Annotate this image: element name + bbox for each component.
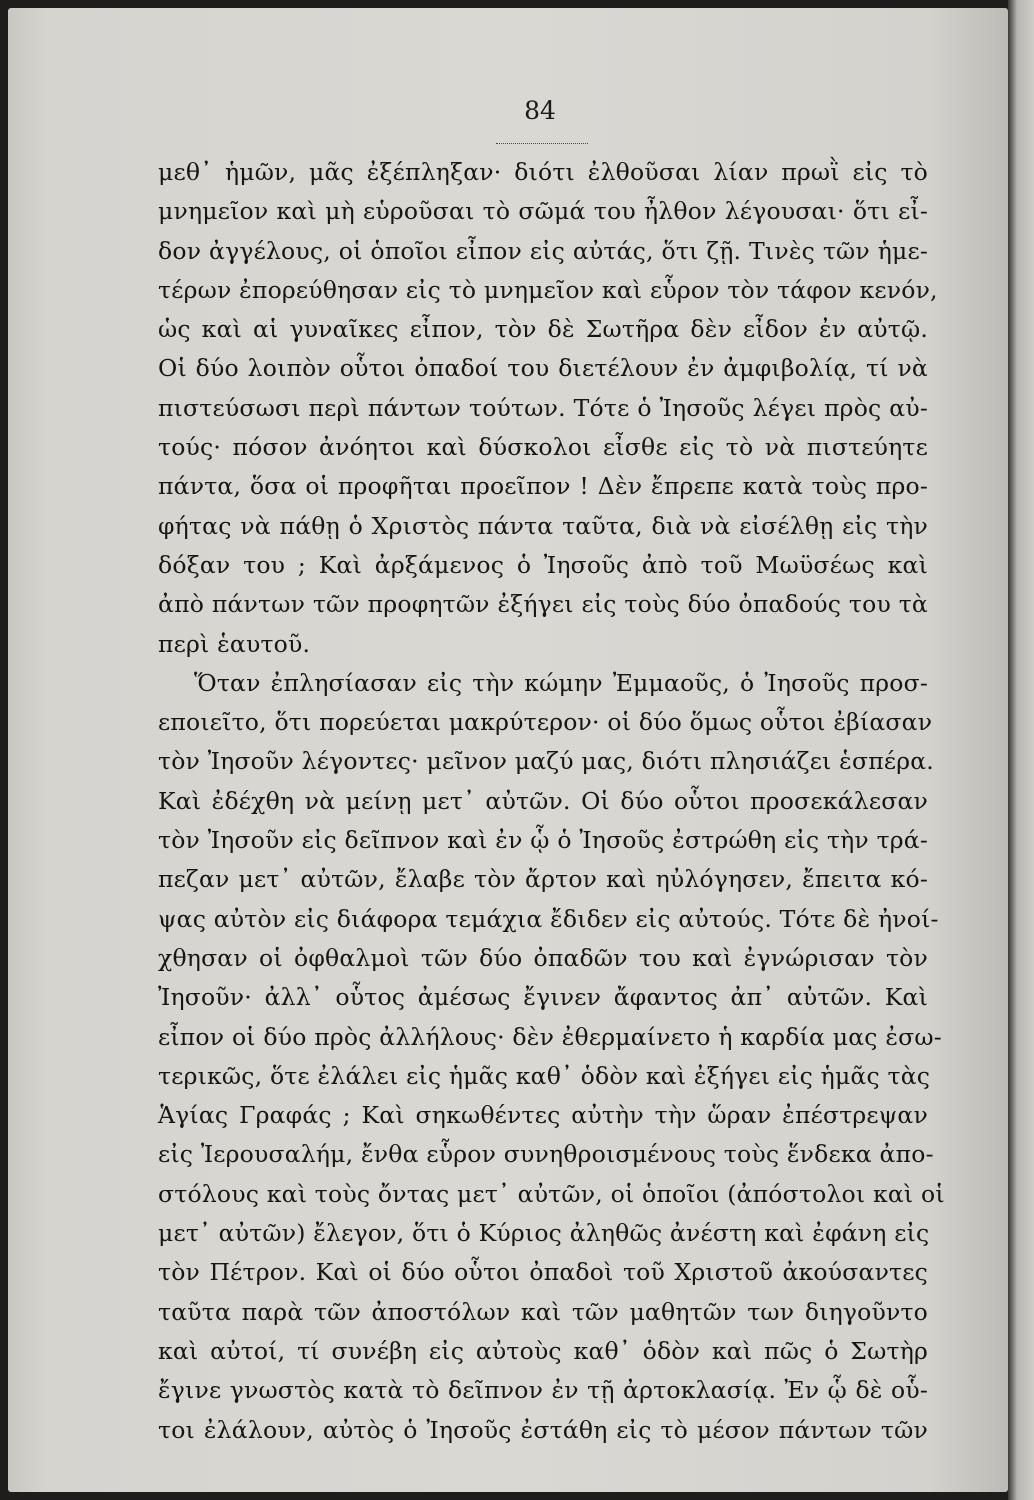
text-line: τὸν Ἰησοῦν λέγοντες· μεῖνον μαζύ μας, διότι πλησιάζει ἑσπέρα. [158, 747, 934, 776]
text-line: ψας αὐτὸν εἰς διάφορα τεμάχια ἔδιδεν εἰς αὐτούς. Τότε δὲ ἠνοί- [158, 904, 939, 933]
text-line: τερικῶς, ὅτε ἐλάλει εἰς ἡμᾶς καθ᾽ ὁδὸν καὶ ἐξήγει εἰς ἡμᾶς τὰς [158, 1061, 931, 1090]
text-line: καὶ αὐτοί, τί συνέβη εἰς αὐτοὺς καθ᾽ ὁδὸν καὶ πῶς ὁ Σωτὴρ [158, 1336, 928, 1365]
text-line: Οἱ δύο λοιπὸν οὗτοι ὀπαδοί του διετέλουν ἐν ἀμφιβολίᾳ, τί νὰ [158, 354, 928, 383]
text-line: χθησαν οἱ ὀφθαλμοὶ τῶν δύο ὀπαδῶν του καὶ ἐγνώρισαν τὸν [158, 943, 928, 972]
text-line: Ἁγίας Γραφάς ; Καὶ σηκωθέντες αὐτὴν τὴν ὥραν ἐπέστρεψαν [158, 1101, 928, 1130]
text-line: τὸν Ἰησοῦν εἰς δεῖπνον καὶ ἐν ᾧ ὁ Ἰησοῦς ἐστρώθη εἰς τὴν τρά- [158, 826, 928, 855]
page-number: 84 [524, 96, 556, 125]
text-line: μεθ᾽ ἡμῶν, μᾶς ἐξέπληξαν· διότι ἐλθοῦσαι λίαν πρωῒ εἰς τὸ [158, 158, 928, 186]
page-gutter-edge [1008, 0, 1034, 1500]
text-line: τὸν Πέτρον. Καὶ οἱ δύο οὗτοι ὀπαδοὶ τοῦ Χριστοῦ ἀκούσαντες [158, 1258, 928, 1287]
text-line: περὶ ἑαυτοῦ. [158, 629, 311, 658]
text-line: πεζαν μετ᾽ αὐτῶν, ἔλαβε τὸν ἄρτον καὶ ηὐλόγησεν, ἔπειτα κό- [158, 865, 928, 894]
text-line: ὡς καὶ αἱ γυναῖκες εἶπον, τὸν δὲ Σωτῆρα δὲν εἶδον ἐν αὐτῷ. [158, 315, 928, 344]
text-line: μνημεῖον καὶ μὴ εὑροῦσαι τὸ σῶμά του ἦλθον λέγουσαι· ὅτι εἶ- [158, 197, 928, 226]
text-line: εἰς Ἰερουσαλήμ, ἔνθα εὗρον συνηθροισμένους τοὺς ἕνδεκα ἀπο- [158, 1140, 934, 1169]
text-line: πιστεύσωσι περὶ πάντων τούτων. Τότε ὁ Ἰησοῦς λέγει πρὸς αὐ- [158, 393, 928, 422]
text-line: πάντα, ὅσα οἱ προφῆται προεῖπον ! Δὲν ἔπρεπε κατὰ τοὺς προ- [158, 472, 928, 501]
text-line: εποιεῖτο, ὅτι πορεύεται μακρύτερον· οἱ δύο ὅμως οὗτοι ἐβίασαν [158, 708, 933, 737]
text-line: τέρων ἐπορεύθησαν εἰς τὸ μνημεῖον καὶ εὗρον τὸν τάφον κενόν, [158, 275, 938, 304]
text-line: ἔγινε γνωστὸς κατὰ τὸ δεῖπνον ἐν τῇ ἀρτοκλασίᾳ. Ἐν ᾧ δὲ οὗ- [158, 1376, 928, 1405]
text-line: Καὶ ἐδέχθη νὰ μείνῃ μετ᾽ αὐτῶν. Οἱ δύο οὗτοι προσεκάλεσαν [158, 786, 928, 815]
text-line: τούς· πόσον ἀνόητοι καὶ δύσκολοι εἶσθε εἰς τὸ νὰ πιστεύητε [158, 433, 928, 462]
body-text [158, 153, 945, 1450]
text-line: μετ᾽ αὐτῶν) ἔλεγον, ὅτι ὁ Κύριος ἀληθῶς ἀνέστη καὶ ἐφάνη εἰς [158, 1219, 930, 1248]
text-line: στόλους καὶ τοὺς ὄντας μετ᾽ αὐτῶν, οἱ ὁποῖοι (ἀπόστολοι καὶ οἱ [158, 1179, 945, 1208]
paragraph-first-line: Ὅταν ἐπλησίασαν εἰς τὴν κώμην Ἐμμαοῦς, ὁ Ἰησοῦς προσ- [194, 668, 928, 697]
text-line: φήτας νὰ πάθῃ ὁ Χριστὸς πάντα ταῦτα, διὰ νὰ εἰσέλθῃ εἰς τὴν [158, 511, 928, 540]
text-line: ταῦτα παρὰ τῶν ἀποστόλων καὶ τῶν μαθητῶν των διηγοῦντο [158, 1297, 928, 1326]
text-line: τοι ἐλάλουν, αὐτὸς ὁ Ἰησοῦς ἐστάθη εἰς τὸ μέσον πάντων τῶν [158, 1415, 928, 1444]
page-number-rule [496, 143, 588, 144]
text-line: δον ἀγγέλους, οἱ ὁποῖοι εἶπον εἰς αὐτάς, ὅτι ζῇ. Τινὲς τῶν ἡμε- [158, 236, 928, 265]
text-line: εἶπον οἱ δύο πρὸς ἀλλήλους· δὲν ἐθερμαίνετο ἡ καρδία μας ἐσω- [158, 1022, 942, 1051]
text-line: δόξαν του ; Καὶ ἀρξάμενος ὁ Ἰησοῦς ἀπὸ τοῦ Μωϋσέως καὶ [158, 550, 928, 579]
text-line: Ἰησοῦν· ἀλλ᾽ οὗτος ἀμέσως ἔγινεν ἄφαντος ἀπ᾽ αὐτῶν. Καὶ [158, 983, 928, 1012]
text-line: ἀπὸ πάντων τῶν προφητῶν ἐξήγει εἰς τοὺς δύο ὀπαδούς του τὰ [158, 590, 928, 619]
